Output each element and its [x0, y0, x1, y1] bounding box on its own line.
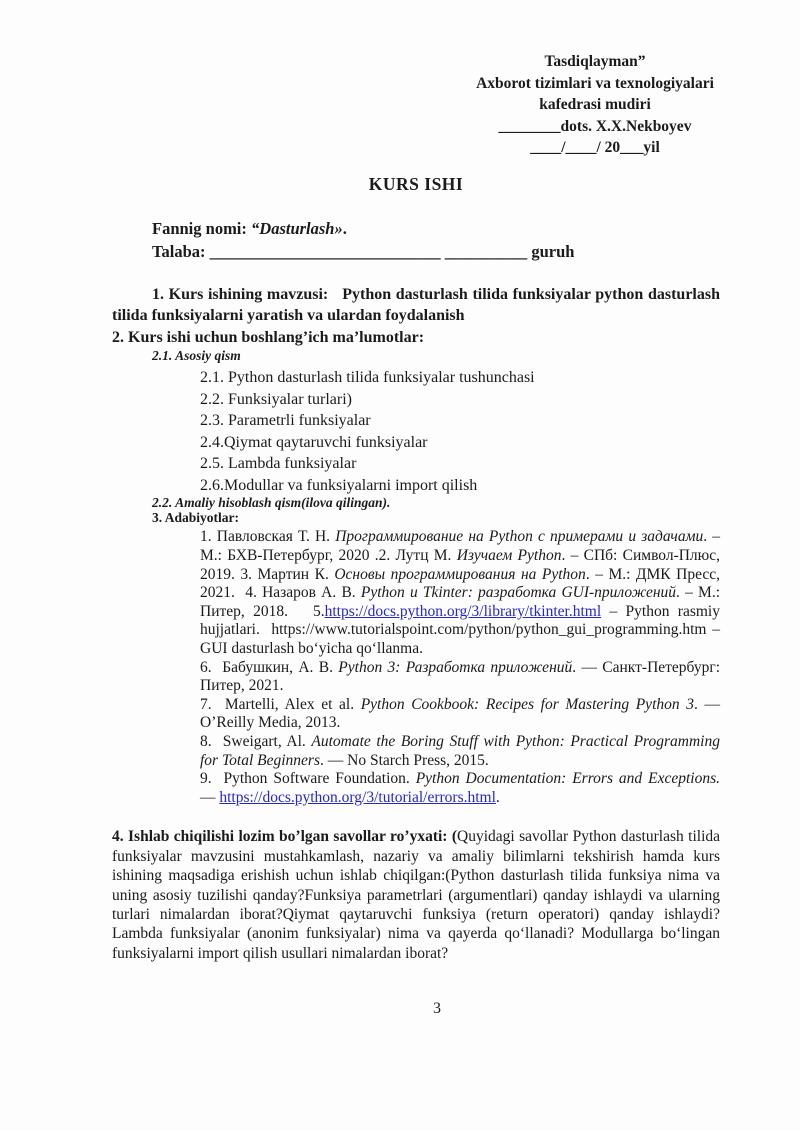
reference-book-title: Изучаем Python: [456, 546, 562, 564]
reference-entry-7: [200, 696, 720, 733]
outline-item: 2.3. Parametrli funksiyalar: [200, 412, 371, 430]
questions-body: Quyidagi savollar Python dasturlash tilida funksiyalar mavzusini mustahkamlash, nazariy va amaliy bilimlarni tekshirish hamda kurs ishining maqsadiga erishish uchun ishlab chiqilgan:(Python dasturlash tilida funksiya nima va uning asosiy tuzilishi qanday?Funksiya parametrlari (argumentlari) qanday ishlaydi va ularning turlari nimalardan iborat?Qiymat qaytaruvchi funksiya (return operatori) qanday ishlaydi?Lambda funksiyalar (anonim funksiyalar) nima va qayerda qoʻllanadi? Modullarga boʻlingan funksiyalarni import qilish usullari nimalardan iborat?: [112, 828, 720, 962]
questions-heading: 4. Ishlab chiqilishi lozim bo’lgan savollar ro’yxati: (: [112, 828, 458, 846]
student-label: Talaba:: [152, 242, 210, 261]
subject-student-block: [152, 217, 720, 264]
reference-text: . — O’Reilly Media, 2013.: [200, 695, 720, 732]
outline-item: 2.4.Qiymat qaytaruvchi funksiyalar: [200, 433, 428, 451]
reference-entry-1-5: [200, 528, 720, 658]
reference-text: 8. Sweigart, Al.: [200, 732, 312, 750]
reference-text: —: [200, 788, 220, 806]
approval-block: [445, 51, 745, 159]
outline-item: 2.6.Modullar va funksiyalarni import qilish: [200, 476, 478, 494]
reference-entry-6: [200, 659, 720, 696]
course-work-title: KURS ISHI: [368, 173, 464, 194]
reference-text: – Python rasmiy hujjatlari. https://www.tutorialspoint.com/python/python_gui_programming.htm – GUI dasturlash boʻyicha qoʻllanma.: [200, 602, 720, 657]
reference-text: 6. Бабушкин, А. В.: [200, 658, 339, 676]
reference-book-title: Программирование на Python с примерами и задачами: [335, 528, 704, 546]
reference-book-title: Automate the Boring Stuff with Python: Practical Programming for Total Beginners: [200, 732, 720, 769]
reference-text: . – М.: ДМК Пресс, 2021. 4. Назаров А. В.: [200, 565, 720, 602]
reference-entry-9: [200, 770, 720, 807]
outline-item: 2.5. Lambda funksiyalar: [200, 455, 357, 473]
tkinter-doc-link[interactable]: https://docs.python.org/3/library/tkinter.html: [324, 602, 602, 620]
reference-text: 1. Павловская Т. Н.: [200, 528, 336, 546]
topic-paragraph: 1. Kurs ishining mavzusi: Python dasturlash tilida funksiyalar python dasturlash tilida funksiyalarni yaratish va ulardan foydalanish: [112, 285, 720, 325]
outline-item: 2.1. Python dasturlash tilida funksiyalar tushunchasi: [200, 369, 535, 387]
reference-book-title: Python Cookbook: Recipes for Mastering Python 3: [360, 695, 694, 713]
reference-book-title: Python Documentation: Errors and Exceptions.: [415, 770, 720, 788]
group-label: guruh: [527, 242, 575, 261]
approval-line-confirm: Tasdiqlayman”: [544, 53, 646, 70]
student-name-blank: ____________________________: [209, 242, 441, 261]
reference-text: . — No Starch Press, 2015.: [320, 751, 489, 769]
approval-line-department: Axborot tizimlari va texnologiyalari: [476, 74, 714, 92]
reference-book-title: Python 3: Разработка приложений: [338, 658, 573, 676]
approval-line-date: ____/____/ 20___yil: [530, 139, 660, 156]
reference-text: .: [495, 788, 500, 806]
page-number: 3: [433, 1000, 441, 1017]
questions-paragraph: [112, 827, 720, 963]
references-list: [200, 528, 720, 807]
reference-book-title: Python и Tkinter: разработка GUI-приложений: [360, 584, 677, 602]
reference-text: 9. Python Software Foundation.: [200, 770, 416, 788]
reference-book-title: Основы программирования на Python: [334, 565, 586, 583]
main-part-subheading: 2.1. Asosiy qism: [152, 347, 241, 363]
reference-text: 7. Martelli, Alex et al.: [200, 695, 361, 713]
subject-line: [152, 217, 720, 241]
reference-text: . — Санкт-Петербург: Питер, 2021.: [200, 658, 721, 695]
subject-period: .: [342, 218, 347, 238]
subject-name: “Dasturlash»: [251, 218, 343, 238]
reference-text: . – М.: БХВ-Петербург, 2020 .2. Лутц М.: [200, 528, 720, 564]
practical-subheading: 2.2. Amaliy hisoblash qism(ilova qilingan).: [152, 495, 391, 511]
outline-list: [200, 367, 800, 496]
approval-line-signature: ________dots. X.X.Nekboyev: [498, 117, 692, 135]
subject-label: Fannig nomi:: [152, 218, 252, 238]
approval-line-head: kafedrasi mudiri: [539, 96, 651, 113]
outline-item: 2.2. Funksiyalar turlari): [200, 390, 352, 408]
initial-data-heading: 2. Kurs ishi uchun boshlang’ich ma’lumotlar:: [112, 328, 425, 346]
errors-doc-link[interactable]: https://docs.python.org/3/tutorial/errors.html: [219, 788, 496, 806]
reference-entry-8: [200, 733, 720, 770]
references-heading: 3. Adabiyotlar:: [152, 509, 240, 525]
reference-text: . – СПб: Символ-Плюс, 2019. 3. Мартин К.: [200, 546, 721, 583]
reference-text: . – М.: Питер, 2018. 5.: [200, 584, 720, 620]
student-line: [152, 240, 720, 264]
student-group-blank: __________: [444, 242, 528, 261]
